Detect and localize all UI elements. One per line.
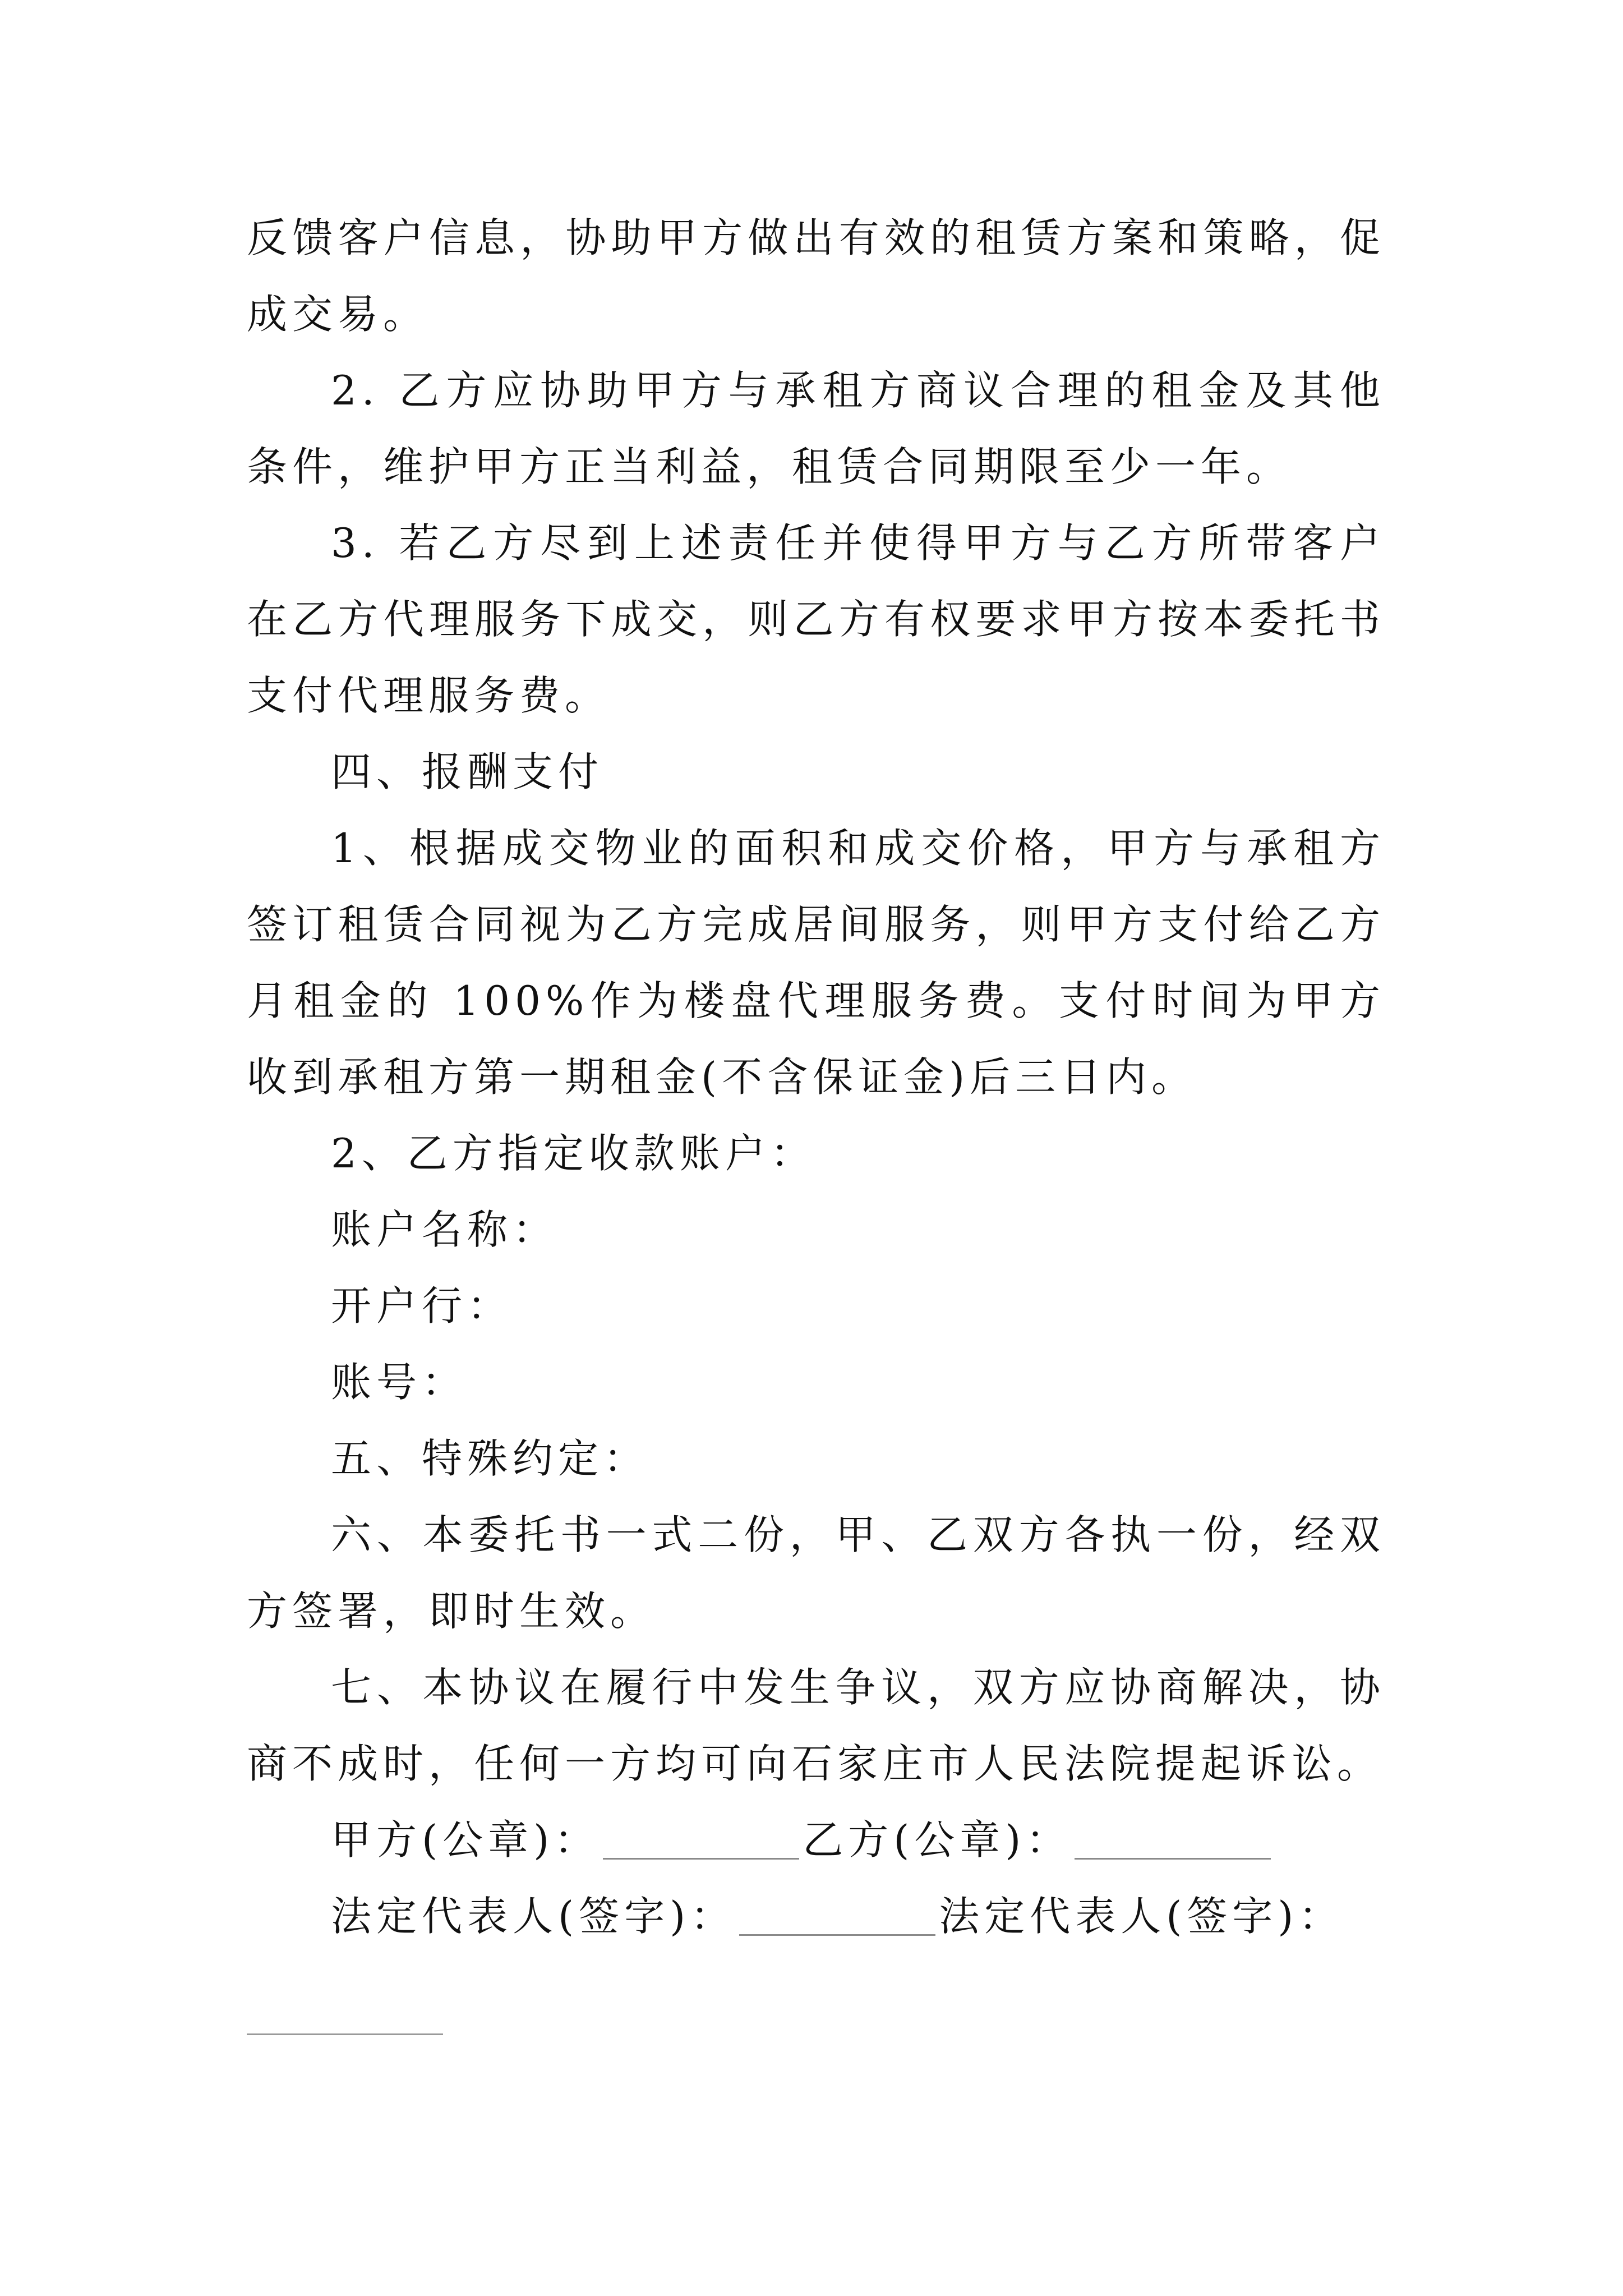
paragraph-clause-2: 2. 乙方应协助甲方与承租方商议合理的租金及其他条件，维护甲方正当利益，租赁合同期限至少一年。 [247, 367, 1385, 490]
bank-field: 开户行： [331, 1282, 513, 1329]
paragraph-copies: 六、本委托书一式二份，甲、乙双方各执一份，经双方签署，即时生效。 [247, 1511, 1385, 1635]
paragraph-payment-1: 1、根据成交物业的面积和成交价格，甲方与承租方签订租赁合同视为乙方完成居间服务，则甲方支付给乙方月租金的 100%作为楼盘代理服务费。支付时间为甲方收到承租方第一期租金(不含保证金)后三日内。 [247, 825, 1385, 1101]
party-b-rep-label: 法定代表人(签字)： [939, 1893, 1344, 1940]
party-a-rep-blank [739, 1934, 935, 1936]
document-body [247, 200, 1385, 1954]
paragraph-continued: 反馈客户信息，协助甲方做出有效的租赁方案和策略，促成交易。 [247, 214, 1385, 338]
signature-seal-row [247, 1802, 1385, 1878]
paragraph-disputes: 七、本协议在履行中发生争议，双方应协商解决，协商不成时，任何一方均可向石家庄市人民法院提起诉讼。 [247, 1664, 1385, 1787]
party-a-rep-label: 法定代表人(签字)： [331, 1893, 736, 1940]
account-number-field: 账号： [331, 1359, 468, 1406]
party-a-seal-blank [603, 1858, 799, 1860]
party-a-seal-label: 甲方(公章)： [331, 1816, 600, 1864]
paragraph-payment-2: 2、乙方指定收款账户： [331, 1130, 816, 1177]
party-b-seal-label: 乙方(公章)： [803, 1816, 1072, 1864]
section-heading-payment: 四、报酬支付 [331, 748, 604, 795]
signature-rep-row [247, 1878, 1385, 1954]
footnote-separator [247, 2033, 443, 2035]
section-heading-special-terms: 五、特殊约定： [331, 1435, 649, 1482]
account-name-field: 账户名称： [331, 1206, 559, 1253]
paragraph-clause-3: 3. 若乙方尽到上述责任并使得甲方与乙方所带客户在乙方代理服务下成交，则乙方有权要求甲方按本委托书支付代理服务费。 [247, 519, 1385, 719]
party-b-seal-blank [1075, 1858, 1271, 1860]
